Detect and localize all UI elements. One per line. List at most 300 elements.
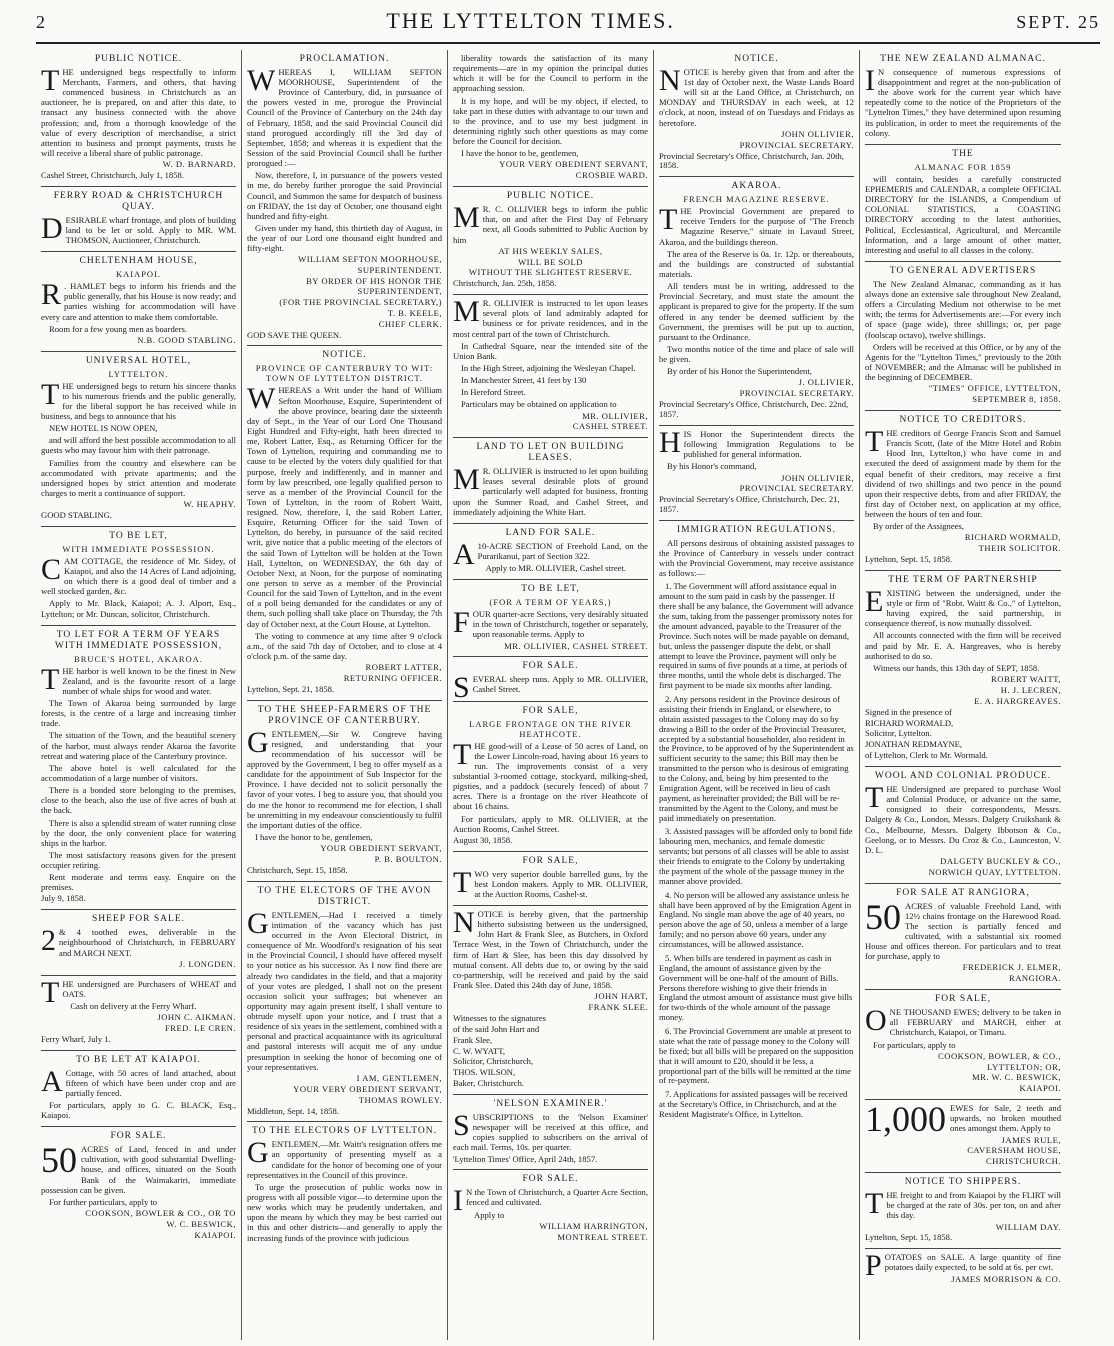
ad-body bbox=[41, 975, 236, 1011]
ad-signature: ROBERT WAITT, bbox=[991, 674, 1061, 685]
column-5 bbox=[860, 50, 1066, 1340]
ad-footer: Provincial Secretary's Office, Christchurch, Dec. 22nd, 1857. bbox=[659, 399, 849, 420]
ad-signature: J. OLLIVIER, bbox=[798, 377, 854, 388]
ad-paragraph: THE undersigned are Purchasers of WHEAT and OATS. bbox=[41, 975, 236, 1009]
ad-paragraph: Witness our hands, this 13th day of SEPT, 1858. bbox=[873, 662, 1040, 673]
ad-footer: Lyttelton, Sept. 21, 1858. bbox=[247, 683, 335, 694]
ad-paragraph: The voting to commence at any time after 9 o'clock a.m., of the said 7th day of October, and to close at 4 o'clock p.m. of the same day. bbox=[247, 630, 442, 662]
ad-paragraph: By order of his Honor the Superintendent, bbox=[667, 366, 812, 377]
ad-footer: August 30, 1858. bbox=[453, 834, 513, 845]
advertisement bbox=[41, 252, 236, 352]
drop-capital: 2 bbox=[41, 924, 56, 958]
ad-signature: JOHN C. AIKMAN. bbox=[157, 1012, 236, 1022]
ad-title: PUBLIC NOTICE. bbox=[506, 191, 595, 202]
ad-body bbox=[865, 584, 1061, 673]
ad-paragraph: THE undersigned begs to return his sincere thanks to his numerous friends and the public generally, for the liberal support he has received while in business, and begs to announce that his bbox=[41, 377, 236, 422]
ad-paragraph: THE good-will of a Lease of 50 acres of Land, on the Lower Lincoln-road, having about 16 years to run. The improvements consist of a very substantial 3-roomed cottage, stockyard, milking-shed, pigsties, and a paddock (securely fenced) of about 7 acres. There is a frontage on the river Heathcote of about 16 chains. bbox=[453, 737, 648, 812]
ad-footer: Cashel Street, Christchurch, July 1, 1858. bbox=[41, 170, 184, 181]
ad-signature: JOHN OLLIVIER, bbox=[781, 472, 854, 483]
advertisement bbox=[453, 187, 648, 295]
drop-capital: 50 bbox=[865, 896, 901, 937]
regulation-item: 6. The Provincial Government are unable at present to state what the rate of passage money to the Colony will be fixed; but all bills will be prepared on the supposition that it will amount to £20, should it be less, a proportional part of the bills will be remitted at the time of re-payment. bbox=[659, 1026, 854, 1086]
drop-capital: G bbox=[247, 725, 269, 759]
ad-witness-line: C. W. WYATT, bbox=[453, 1045, 505, 1056]
ad-body bbox=[41, 924, 236, 958]
ad-signature: SUPERINTENDENT. bbox=[357, 265, 442, 276]
drop-capital: T bbox=[41, 63, 60, 97]
ad-paragraph: THE harbor is well known to be the finest in New Zealand, and is the favourite resort of a large number of whale ships for wood and water. bbox=[41, 662, 236, 696]
ad-title: NOTICE. bbox=[322, 350, 367, 361]
ad-body bbox=[865, 174, 1061, 255]
drop-capital: T bbox=[659, 203, 678, 237]
advertisement bbox=[41, 626, 236, 911]
ad-signature: FRED. LE CREN. bbox=[165, 1022, 236, 1033]
ad-subtitle: ALMANAC FOR 1859 bbox=[914, 161, 1012, 172]
ad-signature: LYTTELTON; OR, bbox=[987, 1061, 1061, 1072]
ad-paragraph: Given under my hand, this thirtieth day of August, in the year of our Lord one thousand eight hundred and fifty-eight. bbox=[247, 223, 442, 254]
ad-witness-line: RICHARD WORMALD, bbox=[865, 717, 954, 728]
ad-center-line: AT HIS WEEKLY SALES, bbox=[498, 245, 603, 256]
ad-signature: THOMAS ROWLEY. bbox=[358, 1094, 442, 1105]
advertisement bbox=[453, 524, 648, 580]
ad-paragraph: FOUR quarter-acre Sections, very desirably situated in the town of Christchurch, together or separately, upon reasonable terms. Apply to bbox=[453, 606, 648, 640]
ad-paragraph: The area of the Reserve is 0a. 1r. 12p. or thereabouts, and the buildings are constructed of substantial materials. bbox=[659, 248, 854, 280]
ad-body bbox=[247, 63, 442, 254]
ad-body bbox=[659, 425, 854, 472]
ad-body bbox=[865, 1187, 1061, 1221]
ad-signature: E. A. HARGREAVES. bbox=[974, 695, 1061, 706]
ad-body bbox=[865, 1004, 1061, 1050]
advertisement bbox=[659, 50, 854, 177]
ad-signature: COOKSON, BOWLER & CO., OR TO bbox=[85, 1208, 236, 1219]
ad-signature: FREDERICK J. ELMER, bbox=[962, 962, 1061, 973]
advertisement bbox=[659, 177, 854, 426]
ad-paragraph: All accounts connected with the firm will be received and paid by Mr. E. A. Hargreaves, who is hereby authorised to do so. bbox=[865, 630, 1061, 661]
advertisement bbox=[247, 701, 442, 882]
ad-signature: W. D. BARNARD. bbox=[162, 159, 236, 170]
advertisement bbox=[453, 1170, 648, 1247]
ad-paragraph: NOTICE is hereby given that from and after the 1st day of October next, the Waste Lands Board will sit at the Land Office, at Christchurch, on MONDAY and THURSDAY in each week, at 12 o'clock, at noon, instead of on Tuesdays and Fridays as heretofore. bbox=[659, 63, 854, 128]
ad-paragraph: The situation of the Town, and the beautiful scenery of the harbor, must always render Akaroa the favorite retreat and watering place of the Canterbury province. bbox=[41, 730, 236, 761]
ad-center-line: WILL BE SOLD bbox=[518, 256, 583, 267]
drop-capital: G bbox=[247, 1136, 269, 1170]
ad-footer: Ferry Wharf, July 1. bbox=[41, 1033, 111, 1044]
ad-subtitle: LARGE FRONTAGE ON THE RIVER HEATHCOTE. bbox=[469, 718, 632, 739]
ad-paragraph: To urge the prosecution of public works now in progress with all possible vigor—to determine upon the new works which may be prudently undertaken, and upon the means by which they may be best carried out in this and other districts—and generally to apply the increasing funds of the province with judicious bbox=[247, 1181, 442, 1243]
masthead bbox=[36, 8, 1100, 44]
ad-paragraph: SEVERAL sheep runs. Apply to MR. OLLIVIER, Cashel Street. bbox=[453, 671, 648, 705]
ad-witness-line: Frank Slee, bbox=[453, 1034, 493, 1045]
regulation-item: 1. The Government will afford assistance equal in amount to the sum paid in cash by the passenger. If there shall be any balance, the Government will advance the sum, taking from the passenger promissory notes for the amount advanced, payable to the Treasurer of the Province. Such notes will be made payable on demand, but, unless the passenger dispute the debt, or shall attempt to leave the Province, payment will only be required in sums of five pounds at a time, at periods of three months, until the whole debt is discharged. The first payment to be made six months after landing. bbox=[659, 581, 854, 691]
ad-signature: DALGETY BUCKLEY & CO., bbox=[940, 855, 1061, 866]
ad-paragraph: Apply to bbox=[474, 1209, 505, 1220]
drop-capital: A bbox=[453, 537, 475, 571]
advertisement bbox=[865, 50, 1061, 145]
ad-paragraph: GENTLEMEN,—Sir W. Congreve having resigned, and understanding that your recommendation of his successor will be approved by the Government, I beg to offer myself as a candidate for the appointment of Sub Inspector for the Province. I have decided not to solicit personally the favor of your votes. I beg to assure you, that should you do me the honor to recommend me for election, I shall be unremitting in my endeavour conscientiously to fulfil the important duties of the office. bbox=[247, 725, 442, 830]
ad-paragraph: POTATOES on SALE. A large quantity of fine potatoes daily expected, to be sold at 6s. per cwt. bbox=[865, 1249, 1061, 1283]
ad-witness-line: Signed in the presence of bbox=[865, 706, 952, 717]
drop-capital: F bbox=[453, 606, 470, 640]
columns bbox=[36, 50, 1100, 1340]
ad-title: TO BE LET, bbox=[109, 530, 168, 541]
ad-paragraph: GENTLEMEN,—Had I received a timely intimation of the vacancy which has just occurred in the Avon Electoral District, in consequence of Mr. Woodford's resignation of his seat in the Provincial Council, I should have offered myself to your notice as his successor. As I now find there are already two candidates in the field, and that a majority of your votes are pledged, I shall not on the present occasion solicit your suffrages; but whenever an opportunity may again present itself, I shall venture to obtrude myself upon your notice, and I trust that a residence of six years in the settlement, combined with a personal and practical acquaintance with its agricultural and pastoral interests will acquit me of any undue presumption in seeking the honor of becoming one of your representatives. bbox=[247, 906, 442, 1072]
advertisement bbox=[865, 571, 1061, 767]
ad-title: THE NEW ZEALAND ALMANAC. bbox=[880, 54, 1046, 64]
ad-paragraph: WHEREAS a Writ under the hand of William Sefton Moorhouse, Esquire, Superintendent of the above province, bearing date the sixteenth day of Sept., in the Year of our Lord One Thousand Eight Hundred and Fifty-eight, hath been directed to me, Robert Latter, Esq., as Returning Officer for the Town of Lyttelton, requiring and commanding me to cause to be elected by the voters duly qualified for that purpose, freely and indifferently, and in manner and form by law prescribed, one legally qualified person to serve as a member of the Provincial Council for the Town of Lyttelton, in the room of Robert Waitt, resigned. Now, therefore, I, the said Robert Latter, Esquire, Returning Officer for the said Town of Lyttelton, do hereby, in pursuance of the said recited writ, give notice that a public meeting of the electors of the said Town of Lyttelton will be holden at the Town Hall, Lyttelton, on WEDNESDAY, the 6th day of October Next, at Noon, for the purpose of nominating one person to serve as a member of the Provincial Council for the said Town of Lyttelton, and in the event of a poll being demanded for the candidates or any of them, such polling shall take place on Thursday, the 7th day of October next, at the Court House, at Lyttelton. bbox=[247, 382, 442, 629]
ad-subtitle: WITH IMMEDIATE POSSESSION. bbox=[62, 543, 215, 554]
ad-paragraph: For particulars, apply to MR. OLLIVIER, at the Auction Rooms, Cashel Street. bbox=[453, 813, 648, 834]
ad-signature: I AM, GENTLEMEN, bbox=[356, 1072, 442, 1083]
ad-paragraph: Rent moderate and terms easy. Enquire on the premises. bbox=[41, 872, 236, 893]
ad-signature: MONTREAL STREET. bbox=[557, 1231, 648, 1242]
ad-footer: Provincial Secretary's Office, Christchurch, Jan. 20th, 1858. bbox=[659, 150, 844, 171]
advertisement bbox=[659, 521, 854, 1128]
ad-paragraph: EXISTING between the undersigned, under the style or firm of "Robt. Waitt & Co.," of Lyttelton, having expired, the said partnership, in consequence thereof, is now mutually dissolved. bbox=[865, 584, 1061, 629]
ad-paragraph: I N consequence of numerous expressions of disappointment and regret at the non-publication of the above work for the current year which have repeatedly come to the notice of the Proprietors of the "Lyttelton Times," they have determined upon resuming its publication, in order to meet the requirements of the colony. bbox=[865, 63, 1061, 138]
drop-capital: P bbox=[865, 1249, 882, 1283]
drop-capital: T bbox=[41, 662, 60, 696]
advertisement bbox=[41, 1127, 236, 1245]
ad-subtitle: FRENCH MAGAZINE RESERVE. bbox=[683, 194, 830, 205]
ad-signature: MR. W. C. BESWICK, bbox=[972, 1072, 1061, 1083]
advertisement bbox=[865, 145, 1061, 262]
ad-title: FOR SALE. bbox=[522, 1174, 579, 1185]
ad-body bbox=[41, 211, 236, 246]
ad-paragraph: Apply to Mr. Black, Kaiapoi; A. J. Alport, Esq., Lyttelton; or Mr. Duncan, solicitor, Christchurch. bbox=[41, 598, 236, 619]
ad-signature: YOUR VERY OBEDIENT SERVANT, bbox=[293, 1083, 442, 1094]
ad-signature: CROSBIE WARD. bbox=[575, 170, 648, 181]
drop-capital: I bbox=[453, 1184, 463, 1218]
newspaper-title: THE LYTTELTON TIMES. bbox=[386, 8, 675, 33]
ad-paragraph: A 10-ACRE SECTION of Freehold Land, on the Purarikanui, part of Section 322. bbox=[453, 537, 648, 571]
ad-footer: Middleton, Sept. 14, 1858. bbox=[247, 1105, 339, 1116]
ad-body bbox=[453, 906, 648, 990]
page-number: 2 bbox=[36, 12, 45, 32]
regulation-item: 3. Assisted passages will be afforded only to bond fide labouring men, mechanics, and female domestic servants; but persons of all classes will be able to assist their friends to emigrate to the Colony by undertaking the payment of the whole of the passage money in the manner above provided. bbox=[659, 826, 853, 886]
ad-signature: CHIEF CLERK. bbox=[378, 318, 442, 329]
ad-body bbox=[41, 662, 236, 893]
ad-paragraph: THE freight to and from Kaiapoi by the FLIRT will be charged at the rate of 30s. per ton, on and after this day. bbox=[865, 1187, 1061, 1221]
ad-title: PUBLIC NOTICE. bbox=[94, 54, 183, 64]
ad-subtitle: PROVINCE OF CANTERBURY TO WIT: TOWN OF LYTTELTON DISTRICT. bbox=[255, 363, 434, 384]
advertisement bbox=[247, 346, 442, 700]
column-3 bbox=[448, 50, 654, 1340]
drop-capital: H bbox=[659, 425, 681, 459]
advertisement bbox=[865, 990, 1061, 1100]
ad-paragraph: For further particulars, apply to bbox=[49, 1196, 158, 1207]
ad-title: TO LET FOR A TERM OF YEARS WITH IMMEDIATE POSSESSION, bbox=[54, 629, 223, 651]
ad-paragraph: and will afford the best possible accommodation to all guests who may favour him with their patronage. bbox=[41, 435, 236, 456]
ad-paragraph: Cash on delivery at the Ferry Wharf. bbox=[70, 1000, 197, 1011]
ad-signature: WILLIAM SEFTON MOORHOUSE, bbox=[298, 254, 442, 265]
ad-signature: JOHN HART, bbox=[594, 991, 648, 1002]
ad-paragraph: NOTICE is hereby given, that the partnership hitherto subsisting between us the undersigned, John Hart & Frank Slee, as Butchers, in Oxford Terrace West, in the Town of Christchurch, under the firm of Hart & Slee, has been this day dissolved by mutual consent. All debts due to, or owing by the said co-partnership, will be received and paid by the said Frank Slee. Dated this 24th day of June, 1858. bbox=[453, 906, 648, 990]
ad-signature: FRANK SLEE. bbox=[588, 1002, 648, 1013]
ad-paragraph: liberality towards the satisfaction of its many requirements—are in my opinion the principal duties which it will be for the Council to perform in the approaching session. bbox=[453, 53, 648, 94]
ad-body bbox=[41, 552, 236, 619]
ad-paragraph: By order of the Assignees, bbox=[873, 521, 964, 532]
ad-body bbox=[453, 463, 648, 517]
ad-body bbox=[453, 606, 648, 640]
drop-capital: N bbox=[453, 906, 475, 940]
regulation-item: 7. Applications for assisted passages will be received at the Secretary's Office, in Christchurch, and at the Resident Magistrate's Office, in Lyttelton. bbox=[659, 1089, 848, 1120]
ad-paragraph: I N the Town of Christchurch, a Quarter Acre Section, fenced and cultivated. bbox=[453, 1184, 648, 1218]
ad-signature: "TIMES" OFFICE, LYTTELTON, bbox=[928, 383, 1061, 394]
advertisement bbox=[659, 426, 854, 521]
ad-paragraph: will contain, besides a carefully constructed EPHEMERIS and CALENDAR, a complete OFFICIAL DIRECTORY for the ISLANDS, a Compendium of COLONIAL STATISTICS, a COASTING DIRECTORY according to the latest authorities, Political, Ecclesiastical, Agricultural, and Mercantile Information, and a large amount of other matter, interesting and useful to all classes in the colony. bbox=[865, 173, 1061, 255]
ad-body bbox=[41, 1140, 236, 1207]
ad-title: 'NELSON EXAMINER.' bbox=[493, 1099, 608, 1110]
ad-title: UNIVERSAL HOTEL, bbox=[85, 355, 192, 366]
ad-body bbox=[865, 780, 1061, 855]
advertisement bbox=[453, 1095, 648, 1170]
ad-subtitle: LYTTELTON. bbox=[108, 368, 169, 379]
drop-capital: M bbox=[453, 295, 480, 329]
ad-body bbox=[247, 725, 442, 843]
ad-body bbox=[41, 377, 236, 499]
ad-body bbox=[659, 63, 854, 128]
ad-paragraph: 2 & 4 toothed ewes, deliverable in the neighbourhood of Christchurch, in FEBRUARY and MARCH NEXT. bbox=[41, 924, 236, 958]
ad-title: FOR SALE, bbox=[522, 855, 579, 866]
ad-paragraph: All persons desirous of obtaining assisted passages to the Province of Canterbury in vessels under contract with the Provincial Government, may receive assistance as follows:— bbox=[659, 537, 854, 579]
ad-paragraph: The New Zealand Almanac, commanding as it has always done an extensive sale throughout New Zealand, offers a Circulating Medium not otherwise to be met with; the terms for Advertisements are:—For every inch of space (page wide), three shillings; or, per page (foolscap octavo), twelve shillings. bbox=[865, 278, 1061, 340]
drop-capital: W bbox=[247, 382, 276, 416]
ad-footer: GOOD STABLING. bbox=[41, 510, 112, 521]
ad-paragraph: M R. OLLIVIER is instructed to let upon leases several plots of land admirably adapted for business or for private residences, and in the most central part of the town of Christchurch. bbox=[453, 295, 648, 339]
ad-paragraph: M R. C. OLLIVIER begs to inform the public that, on and after the First Day of February next, all Goods submitted to Public Auction by him bbox=[453, 201, 648, 245]
ad-signature: P. B. BOULTON. bbox=[374, 854, 442, 865]
advertisement bbox=[453, 906, 648, 1095]
advertisement bbox=[865, 1100, 1061, 1173]
regulation-item: 2. Any persons resident in the Province desirous of assisting their friends in England, or elsewhere, to obtain assisted passages to the Colony may do so by drawing a Bill to the order of the Provincial Treasurer, accepted by a substantial householder, also resident in the Province, to be approved of by the Superintendent as sufficient security to the same; this Bill may then be transmitted to the person who is desirous of emigrating to the Colony, and, being by him presented to the Emigration Agent, will be received in lieu of cash payment, as hereinafter provided; the Bill will be re-transmitted by the Agent to the Colony, and must be paid immediately on presentation. bbox=[659, 694, 854, 823]
ad-body bbox=[247, 382, 442, 662]
ad-signature: PROVINCIAL SECRETARY. bbox=[739, 483, 854, 494]
ad-signature: ROBERT LATTER, bbox=[365, 662, 442, 673]
advertisement bbox=[41, 910, 236, 975]
ad-paragraph: In Manchester Street, 41 feet by 130 bbox=[461, 375, 587, 386]
ad-body bbox=[453, 865, 648, 899]
ad-title: NOTICE. bbox=[734, 54, 779, 64]
ad-signature: YOUR OBEDIENT SERVANT, bbox=[320, 843, 442, 854]
ad-paragraph: In Cathedral Square, near the intended site of the Union Bank. bbox=[453, 340, 648, 361]
drop-capital: T bbox=[865, 1187, 884, 1221]
ad-paragraph: There is also a splendid stream of water running close by the door, the only convenient place for watering ships in the harbor. bbox=[41, 817, 236, 848]
ad-witness-line: Witnesses to the signatures bbox=[453, 1012, 546, 1023]
ad-title: NOTICE TO CREDITORS. bbox=[899, 415, 1027, 426]
ad-title: SHEEP FOR SALE. bbox=[91, 914, 186, 925]
ad-signature: J. LONGDEN. bbox=[179, 958, 236, 969]
ad-title: THE bbox=[952, 148, 974, 159]
ad-signature: NORWICH QUAY, LYTTELTON. bbox=[928, 866, 1061, 877]
ad-paragraph: Families from the country and elsewhere can be accommodated with private apartments; and the undersigned hopes by strict attention and moderate charges to merit a continuance of support. bbox=[41, 457, 236, 499]
ad-body bbox=[865, 896, 1061, 962]
drop-capital: T bbox=[865, 424, 884, 458]
ad-paragraph: I have the honor to be, gentlemen, bbox=[255, 832, 373, 843]
ad-footer: Christchurch, Sept. 15, 1858. bbox=[247, 864, 348, 875]
advertisement bbox=[41, 976, 236, 1051]
drop-capital: S bbox=[453, 1108, 470, 1142]
ad-signature: H. J. LECREN, bbox=[1000, 684, 1061, 695]
ad-footer: GOD SAVE THE QUEEN. bbox=[247, 329, 342, 340]
ad-title: TO THE ELECTORS OF THE AVON DISTRICT. bbox=[257, 885, 432, 907]
ad-title: FOR SALE. bbox=[110, 1131, 167, 1142]
ad-signature: SEPTEMBER 8, 1858. bbox=[972, 394, 1061, 405]
ad-footer: Christchurch, Jan. 25th, 1858. bbox=[453, 278, 557, 289]
advertisement bbox=[453, 295, 648, 438]
ad-paragraph: ONE THOUSAND EWES; delivery to be taken in all FEBRUARY and MARCH, either at Christchurch, Kaiapoi, or Timaru. bbox=[865, 1004, 1061, 1038]
ad-paragraph: For particulars, apply to bbox=[873, 1039, 956, 1050]
ad-title: CHELTENHAM HOUSE, bbox=[79, 256, 198, 267]
ad-footer: Lyttelton, Sept. 15, 1858. bbox=[865, 1232, 953, 1243]
advertisement bbox=[453, 702, 648, 852]
regulation-item: 5. When bills are tendered in payment as cash in England, the amount of assistance given by the Government will be one-half of the amount of Bills. Persons therefore wishing to give their friends in England the utmost amount of assistance must give bills for two-thirds of the whole amount of the passage money. bbox=[659, 952, 853, 1023]
ad-title: IMMIGRATION REGULATIONS. bbox=[676, 525, 837, 535]
ad-title: LAND FOR SALE. bbox=[505, 527, 596, 538]
ad-paragraph: I have the honor to be, gentlemen, bbox=[461, 148, 579, 159]
issue-date: SEPT. 25 bbox=[1016, 12, 1100, 32]
ad-signature: JAMES MORRISON & CO. bbox=[951, 1273, 1061, 1284]
drop-capital: T bbox=[865, 780, 884, 814]
ad-signature: RETURNING OFFICER. bbox=[343, 673, 442, 684]
ad-paragraph: A Cottage, with 50 acres of land attached, about fifteen of which have been under crop and are partially fenced. bbox=[41, 1064, 236, 1098]
advertisement bbox=[865, 1173, 1061, 1249]
ad-body bbox=[453, 537, 648, 574]
ad-paragraph: 50 ACRES of Land, fenced in and under cultivation, with good substantial Dwelling-house, and offices, situated on the South Bank of the Waimakariri, immediate possession can be given. bbox=[41, 1140, 236, 1195]
ad-paragraph: WHEREAS I, WILLIAM SEFTON MOORHOUSE, Superintendent of the Province of Canterbury, did, in pursuance of the powers vested in me, prorogue the Provincial Council of the Province of Canterbury on the 24th day of February, 1858, and the said Provincial Council did stand prorogued accordingly till the 3rd day of September, 1858; and whereas it is expedient that the Session of the said Provincial Council shall be further prorogued :— bbox=[247, 63, 442, 169]
drop-capital: T bbox=[453, 737, 472, 771]
drop-capital: T bbox=[41, 975, 60, 1009]
drop-capital: 1,000 bbox=[865, 1099, 946, 1140]
advertisement bbox=[453, 50, 648, 187]
ad-witness-line: of Lyttelton, Clerk to Mr. Wormald. bbox=[865, 750, 988, 761]
regulation-item: 4. No person will be allowed any assistance unless he shall have been approved of by the Emigration Agent in England. No single man above the age of 40 years, no person above the age of 50, unless a member of a large family; and no person above 60 years, under any circumstances, will be allowed assistance. bbox=[659, 889, 852, 950]
drop-capital: D bbox=[41, 211, 63, 245]
ad-center-line: WITHOUT THE SLIGHTEST RESERVE. bbox=[468, 267, 633, 278]
ad-paragraph: 50 ACRES of valuable Freehold Land, with 12½ chains frontage on the Harewood Road. The section is partially fenced and cultivated, with a substantial six roomed House and offices thereon. For particulars and to treat for purchase, apply to bbox=[865, 896, 1061, 962]
ad-signature: T. B. KEELE, bbox=[387, 307, 442, 318]
ad-witness-line: Solicitor, Christchurch, bbox=[453, 1056, 534, 1067]
ad-title: FERRY ROAD & CHRISTCHURCH QUAY. bbox=[53, 190, 224, 212]
ad-signature: JOHN OLLIVIER, bbox=[781, 128, 854, 139]
ad-paragraph: HIS Honor the Superintendent directs the following Immigration Regulations to be published for general information. bbox=[659, 425, 854, 460]
ad-body bbox=[659, 538, 854, 579]
ad-footer: Lyttelton, Sept. 15, 1858. bbox=[865, 554, 953, 565]
ad-body bbox=[453, 201, 648, 245]
ad-body bbox=[247, 906, 442, 1072]
drop-capital: 50 bbox=[41, 1140, 77, 1181]
ad-title: TO BE LET AT KAIAPOI. bbox=[76, 1054, 201, 1065]
ad-paragraph: THE Undersigned are prepared to purchase Wool and Colonial Produce, or advance on the same, consigned to their correspondents, Messrs. Dalgety & Co., London, Messrs. Dalgety Cruikshank & Co., Melbourne, Messrs. Dalgety Ibbotson & Co., Geelong, or to Messrs. Du Croz & Co., Launceston, V. D. L. bbox=[865, 780, 1061, 855]
ad-footer: Provincial Secretary's Office, Christchurch, Dec. 21, 1857. bbox=[659, 494, 840, 515]
drop-capital: E bbox=[865, 584, 884, 618]
ad-body bbox=[41, 63, 236, 159]
advertisement bbox=[453, 657, 648, 705]
ad-title: AKAROA. bbox=[731, 181, 782, 192]
ad-paragraph: For particulars, apply to G. C. BLACK, Esq., Kaiapoi. bbox=[41, 1099, 236, 1121]
ad-witness-line: Baker, Christchurch. bbox=[453, 1078, 525, 1089]
ad-title: TO THE SHEEP-FARMERS OF THE PROVINCE OF CANTERBURY. bbox=[257, 704, 432, 726]
drop-capital: A bbox=[41, 1064, 63, 1098]
advertisement bbox=[41, 187, 236, 252]
advertisement bbox=[453, 852, 648, 906]
ad-paragraph: By his Honor's command, bbox=[667, 461, 757, 472]
advertisement bbox=[453, 580, 648, 657]
ad-paragraph: M R. OLLIVIER is instructed to let upon building leases several desirable plots of ground particularly well adapted for business, fronting upon the Sumner Road, and Cashel Street, and immediately adjoining the White Hart. bbox=[453, 463, 648, 517]
ad-body bbox=[453, 53, 648, 158]
ad-paragraph: Two months notice of the time and place of sale will be given. bbox=[659, 344, 854, 365]
ad-paragraph: CAM COTTAGE, the residence of Mr. Sidey, of Kaiapoi, and also the 14 Acres of Land adjoining, on which there is a good deal of timber and a well stocked garden, &c. bbox=[41, 552, 236, 597]
ad-paragraph: Particulars may be obtained on application to bbox=[461, 399, 617, 410]
ad-paragraph: The above hotel is well calculated for the accommodation of a large number of visitors. bbox=[41, 762, 236, 783]
advertisement bbox=[41, 50, 236, 187]
drop-capital: T bbox=[453, 865, 472, 899]
drop-capital: N bbox=[659, 63, 681, 97]
column-2 bbox=[242, 50, 448, 1340]
ad-signature: WILLIAM DAY. bbox=[995, 1221, 1061, 1232]
ad-paragraph: Orders will be received at this Office, or by any of the Agents for the "Lyttelton Times," previously to the 20th of NOVEMBER; and the Almanac will be published in the beginning of DECEMBER. bbox=[865, 341, 1061, 383]
ad-paragraph: THE undersigned begs respectfully to inform Merchants, Farmers, and others, that having commenced business in Christchurch as an auctioneer, he is prepared, on and after this date, to transact any business connected with the above profession; and, from a thorough knowledge of the value of every description of merchandise, a strict attention to business and prompt payments, trusts he will receive a liberal share of public patronage. bbox=[41, 63, 236, 159]
ad-footer: July 9, 1858. bbox=[41, 893, 86, 904]
ad-signature: THEIR SOLICITOR. bbox=[978, 543, 1061, 554]
column-1 bbox=[36, 50, 242, 1340]
ad-paragraph: In the High Street, adjoining the Wesleyan Chapel. bbox=[461, 362, 636, 373]
ad-paragraph: THE Provincial Government are prepared to receive Tenders for the purpose of "The French Magazine Reserve," situate in Lavaud Street, Akaroa, and the buildings thereon. bbox=[659, 203, 854, 247]
ad-paragraph: It is my hope, and will be my object, if elected, to take part in these duties with advantage to our town and to the province, and to use my best judgment in determining rightly such other questions as may come before the Council for decision. bbox=[453, 95, 648, 147]
ad-paragraph: The most satisfactory reasons given for the present occupier retiring. bbox=[41, 849, 236, 871]
ad-body bbox=[659, 203, 854, 377]
ad-signature: W. C. BESWICK, bbox=[166, 1218, 236, 1229]
ad-title: FOR SALE, bbox=[522, 705, 579, 716]
ad-body bbox=[865, 63, 1061, 138]
advertisement bbox=[41, 527, 236, 626]
advertisement bbox=[41, 352, 236, 527]
advertisement bbox=[453, 438, 648, 524]
ad-title: TO GENERAL ADVERTISERS bbox=[889, 265, 1037, 276]
ad-paragraph: Now, therefore, I, in pursuance of the powers vested in me, do hereby further prorogue the said Provincial Council, and Summon the same for despatch of business on FRIDAY, the 1st day of October, one thousand eight hundred and fifty-eight. bbox=[247, 170, 442, 221]
ad-paragraph: All tenders must be in writing, addressed to the Provincial Secretary, and must state the amount the applicant is prepared to give for the property. If the sum offered in any tender be deemed sufficient by the Government, the premises will be put up to auction, pursuant to the Ordinance. bbox=[659, 281, 854, 342]
ad-signature: BY ORDER OF HIS HONOR THE SUPERINTENDENT, bbox=[306, 276, 442, 297]
ad-body bbox=[453, 295, 648, 410]
ad-title: WOOL AND COLONIAL PRODUCE. bbox=[874, 771, 1052, 782]
ad-paragraph: R . HAMLET begs to inform his friends and the public generally, that his House is now ready; and parties wishing for accommodation will have every care and attention to make them comfortable. bbox=[41, 278, 236, 322]
ad-body bbox=[41, 1064, 236, 1121]
drop-capital: T bbox=[41, 377, 60, 411]
ad-body bbox=[865, 424, 1061, 532]
ad-signature: RICHARD WORMALD, bbox=[964, 532, 1061, 543]
advertisement bbox=[865, 767, 1061, 884]
ad-paragraph: GENTLEMEN,—Mr. Waitt's resignation offers me an opportunity of presenting myself as a candidate for the honor of becoming one of your representatives in the Council of this province. bbox=[247, 1136, 442, 1180]
ad-witness-line: of the said John Hart and bbox=[453, 1023, 540, 1034]
advertisement bbox=[247, 50, 442, 346]
ad-signature: KAIAPOI. bbox=[1019, 1083, 1061, 1094]
ad-signature: (FOR THE PROVINCIAL SECRETARY,) bbox=[279, 296, 442, 307]
ad-subtitle: (FOR A TERM OF YEARS,) bbox=[489, 597, 612, 608]
ad-paragraph: TWO very superior double barrelled guns, by the best London makers. Apply to MR. OLLIVIER, at the Auction Rooms, Cashel-st. bbox=[453, 865, 648, 899]
ad-subtitle: KAIAPOI. bbox=[115, 269, 162, 280]
ad-signature: JAMES RULE, bbox=[1001, 1134, 1061, 1145]
ad-title: FOR SALE, bbox=[935, 994, 991, 1005]
drop-capital: I bbox=[865, 63, 875, 97]
ad-paragraph: DESIRABLE wharf frontage, and plots of building land to be let or sold. Apply to MR. WM. THOMSON, Auctioneer, Christchurch. bbox=[41, 211, 236, 246]
ad-paragraph: The Town of Akaroa being surrounded by large forests, is the centre of a large and increasing timber trade. bbox=[41, 697, 236, 729]
ad-signature: COOKSON, BOWLER, & CO., bbox=[938, 1050, 1061, 1061]
ad-paragraph: In Hereford Street. bbox=[461, 387, 526, 398]
ad-signature: YOUR VERY OBEDIENT SERVANT, bbox=[499, 159, 648, 170]
ad-signature: MR. OLLIVIER, bbox=[582, 410, 648, 421]
ad-paragraph: Apply to MR. OLLIVIER, Cashel street. bbox=[485, 563, 627, 574]
ad-title: LAND TO LET ON BUILDING LEASES. bbox=[476, 442, 625, 464]
ad-body bbox=[453, 671, 648, 705]
